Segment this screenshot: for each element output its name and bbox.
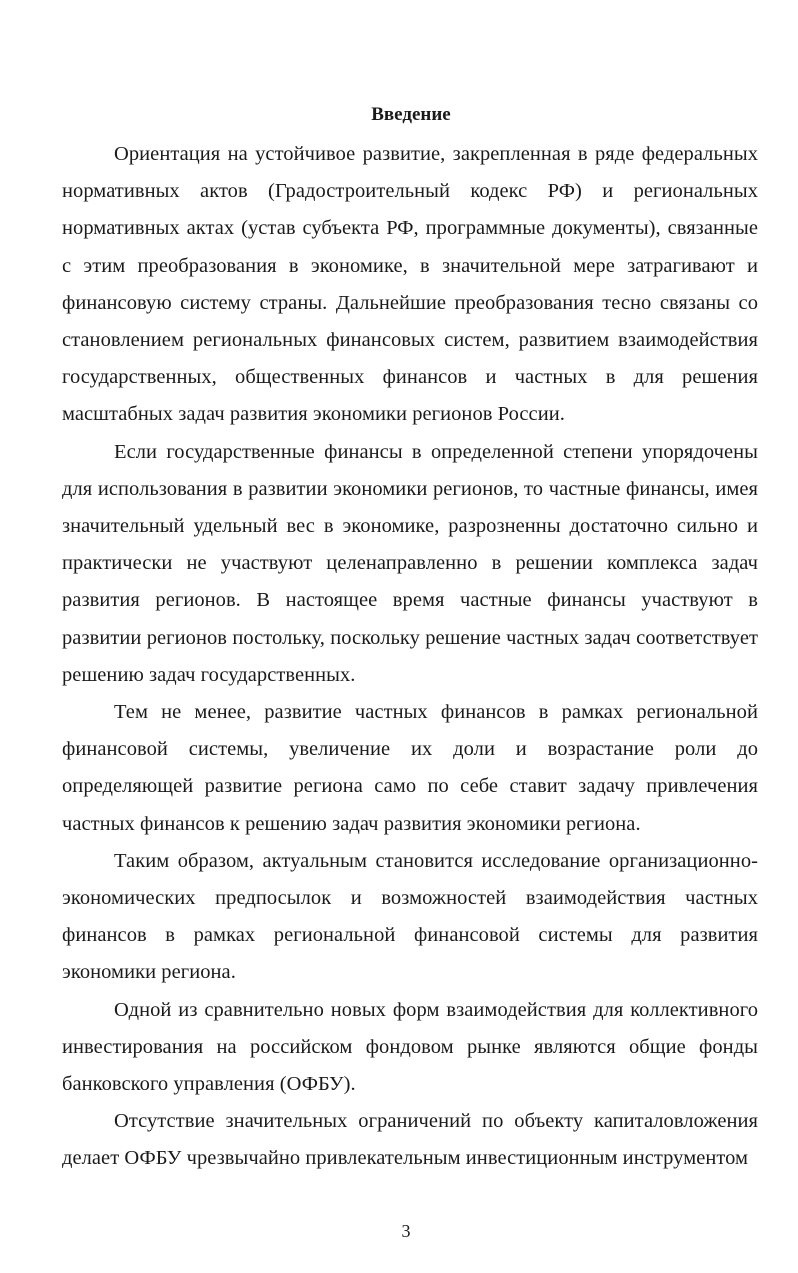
paragraph: Отсутствие значительных ограничений по объекту капиталовложения делает ОФБУ чрезвычайно привлекательным инвестиционным инструментом [62, 1110, 758, 1170]
paragraph: Одной из сравнительно новых форм взаимодействия для коллективного инвестирования на российском фондовом рынке являются общие фонды банковского управления (ОФБУ). [62, 998, 758, 1096]
page-number: 3 [401, 1221, 411, 1241]
section-heading: Введение [371, 104, 451, 125]
paragraph: Тем не менее, развитие частных финансов в рамках региональной финансовой системы, увеличение их доли и возрастание роли до определяющей развитие региона само по себе ставит задачу привлечения частных финансов к решению задач развития экономики региона. [62, 701, 758, 835]
paragraph: Ориентация на устойчивое развитие, закрепленная в ряде федеральных нормативных актов (Градостроительный кодекс РФ) и региональных нормативных актах (устав субъекта РФ, программные документы), связанные с этим преобразования в экономике, в значительной мере затрагивают и финансовую систему страны. Дальнейшие преобразования тесно связаны со становлением региональных финансовых систем, развитием взаимодействия государственных, общественных финансов и частных в для решения масштабных задач развития экономики регионов России. [62, 143, 758, 426]
paragraph: Если государственные финансы в определенной степени упорядочены для использования в развитии экономики регионов, то частные финансы, имея значительный удельный вес в экономике, разрозненны достаточно сильно и практически не участвуют целенаправленно в решении комплекса задач развития регионов. В настоящее время частные финансы участвуют в развитии регионов постольку, поскольку решение частных задач соответствует решению задач государственных. [62, 440, 758, 686]
body-text [62, 136, 758, 1178]
paragraph: Таким образом, актуальным становится исследование организационно-экономических предпосылок и возможностей взаимодействия частных финансов в рамках региональной финансовой системы для развития экономики региона. [62, 849, 758, 984]
